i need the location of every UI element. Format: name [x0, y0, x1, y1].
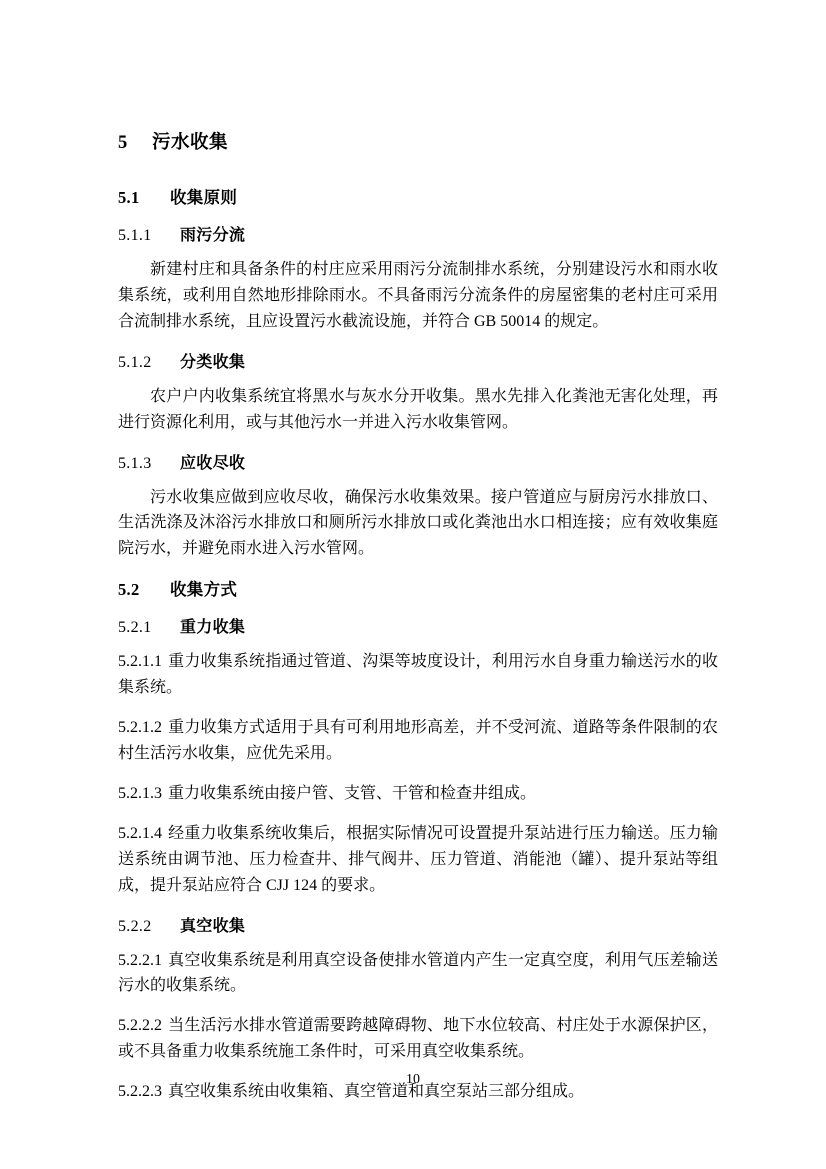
heading-number: 5.1.2	[118, 353, 152, 371]
heading-section-5-2	[118, 576, 718, 600]
paragraph: 新建村庄和具备条件的村庄应采用雨污分流制排水系统，分别建设污水和雨水收集系统，或利用自然地形排除雨水。不具备雨污分流条件的房屋密集的老村庄可采用合流制排水系统，且应设置污水截流设施，并符合 GB 50014 的规定。	[118, 261, 718, 330]
numbered-paragraph	[118, 821, 718, 899]
heading-subsection-5-1-3	[118, 450, 718, 473]
heading-text: 分类收集	[180, 353, 246, 371]
heading-number: 5	[118, 133, 128, 153]
numbered-paragraph	[118, 715, 718, 767]
numbered-paragraph	[118, 649, 718, 701]
item-text: 重力收集系统指通过管道、沟渠等坡度设计，利用污水自身重力输送污水的收集系统。	[118, 653, 718, 697]
paragraph: 农户户内收集系统宜将黑水与灰水分开收集。黑水先排入化粪池无害化处理，再进行资源化利用，或与其他污水一并进入污水收集管网。	[118, 387, 718, 431]
heading-number: 5.2.1	[118, 619, 152, 637]
heading-section-5-1	[118, 184, 718, 208]
numbered-paragraph	[118, 948, 718, 1000]
heading-subsection-5-2-1	[118, 614, 718, 637]
item-number: 5.2.2.1	[118, 951, 162, 969]
item-text: 真空收集系统由收集箱、真空管道和真空泵站三部分组成。	[168, 1083, 585, 1101]
heading-text: 收集方式	[170, 580, 238, 600]
heading-text: 收集原则	[170, 188, 238, 207]
item-number: 5.2.1.3	[118, 784, 162, 802]
heading-subsection-5-1-2	[118, 349, 718, 372]
item-number: 5.2.1.2	[118, 719, 162, 737]
heading-text: 雨污分流	[180, 227, 246, 244]
heading-text: 重力收集	[180, 619, 246, 637]
item-text: 重力收集系统由接户管、支管、干管和检查井组成。	[168, 784, 537, 802]
item-number: 5.2.1.4	[118, 824, 162, 842]
item-number: 5.2.2.3	[118, 1083, 162, 1101]
page-number: 10	[406, 1072, 420, 1087]
heading-number: 5.2	[118, 580, 140, 600]
heading-text: 污水收集	[152, 133, 229, 153]
heading-number: 5.1.1	[118, 227, 152, 244]
heading-number: 5.2.2	[118, 917, 152, 935]
document-body	[118, 128, 718, 1105]
heading-number: 5.1.3	[118, 454, 152, 472]
heading-number: 5.1	[118, 188, 140, 207]
numbered-paragraph	[118, 1013, 718, 1065]
item-text: 重力收集方式适用于具有可利用地形高差，并不受河流、道路等条件限制的农村生活污水收集，应优先采用。	[118, 719, 718, 762]
heading-subsection-5-2-2	[118, 913, 718, 936]
item-text: 经重力收集系统收集后，根据实际情况可设置提升泵站进行压力输送。压力输送系统由调节池、压力检查井、排气阀井、压力管道、消能池（罐）、提升泵站等组成，提升泵站应符合 CJJ 124 的要求。	[118, 824, 718, 894]
heading-chapter-5	[118, 128, 718, 154]
item-text: 真空收集系统是利用真空设备使排水管道内产生一定真空度，利用气压差输送污水的收集系统。	[118, 951, 718, 995]
heading-subsection-5-1-1	[118, 222, 718, 245]
numbered-paragraph	[118, 781, 718, 807]
item-number: 5.2.1.1	[118, 653, 162, 671]
heading-text: 真空收集	[180, 917, 246, 935]
item-text: 当生活污水排水管道需要跨越障碍物、地下水位较高、村庄处于水源保护区，或不具备重力收集系统施工条件时，可采用真空收集系统。	[118, 1017, 718, 1061]
heading-text: 应收尽收	[180, 454, 246, 472]
paragraph: 污水收集应做到应收尽收，确保污水收集效果。接户管道应与厨房污水排放口、生活洗涤及沐浴污水排放口和厕所污水排放口或化粪池出水口相连接；应有效收集庭院污水，并避免雨水进入污水管网。	[118, 488, 718, 558]
item-number: 5.2.2.2	[118, 1017, 162, 1035]
